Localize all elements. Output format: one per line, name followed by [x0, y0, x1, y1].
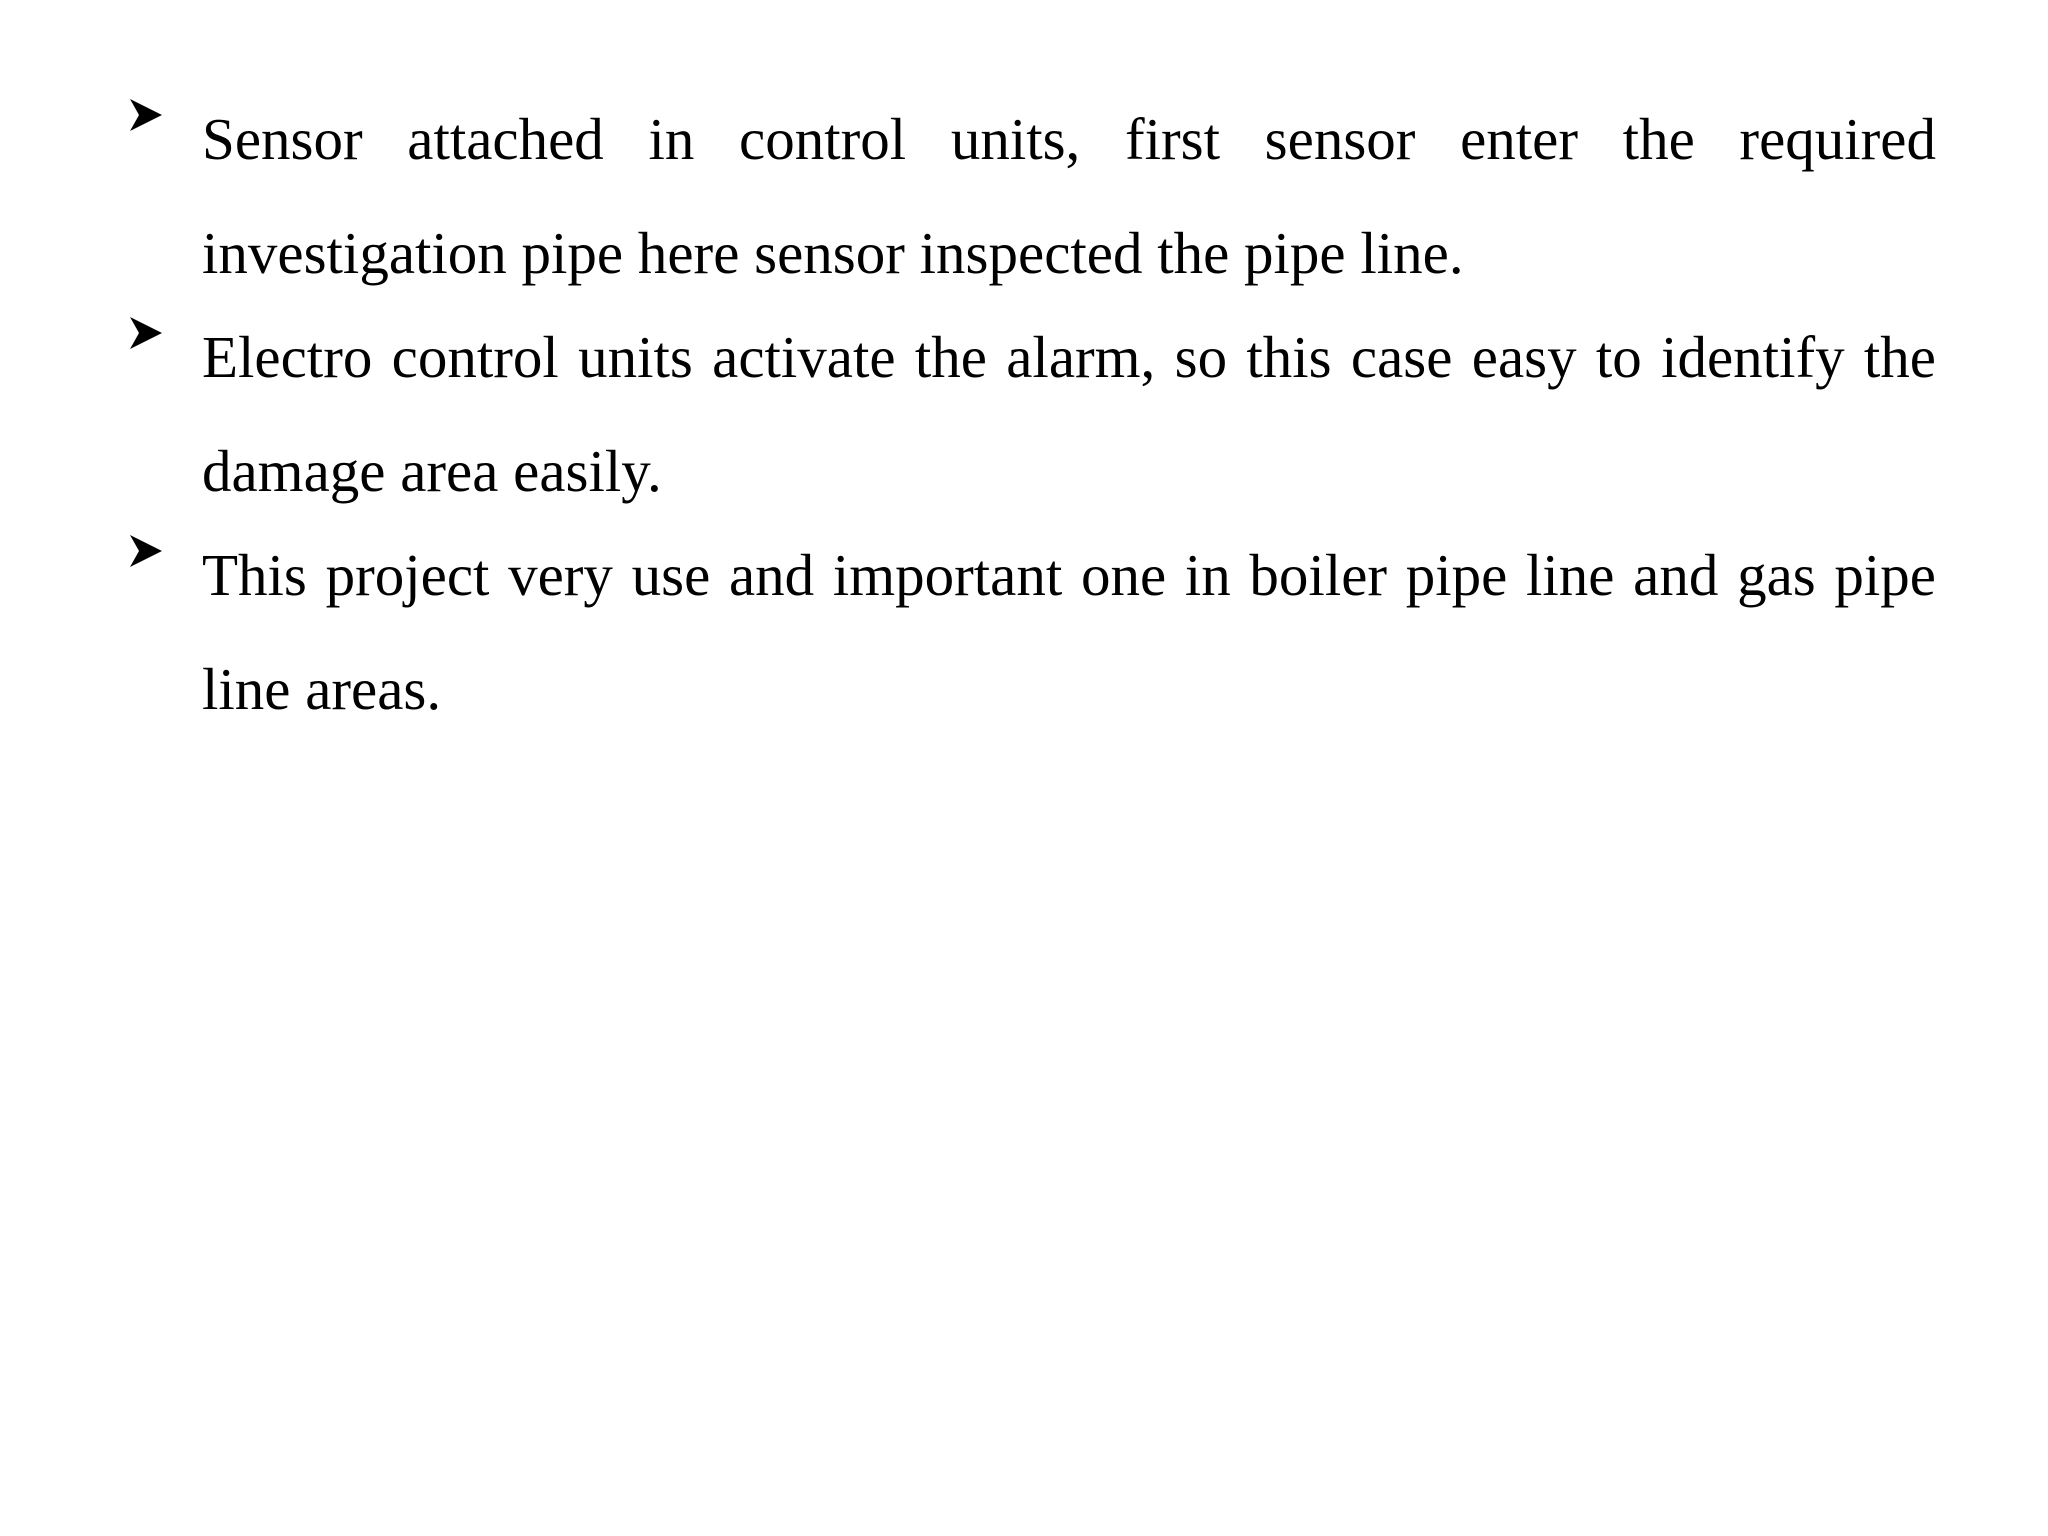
- bullet-item: [128, 518, 1936, 746]
- bullet-item: [128, 300, 1936, 528]
- bullet-text: This project very use and important one in boiler pipe line and gas pipe line areas.: [202, 542, 1936, 722]
- bullet-item: [128, 82, 1936, 310]
- arrowhead-bullet-icon: [128, 315, 164, 351]
- bullet-text: Sensor attached in control units, first sensor enter the required investigation pipe here sensor inspected the pipe line.: [202, 106, 1936, 286]
- arrowhead-bullet-icon: [128, 533, 164, 569]
- bullet-list: [128, 104, 1936, 758]
- bullet-text: Electro control units activate the alarm, so this case easy to identify the damage area easily.: [202, 324, 1936, 504]
- arrowhead-bullet-icon: [128, 97, 164, 133]
